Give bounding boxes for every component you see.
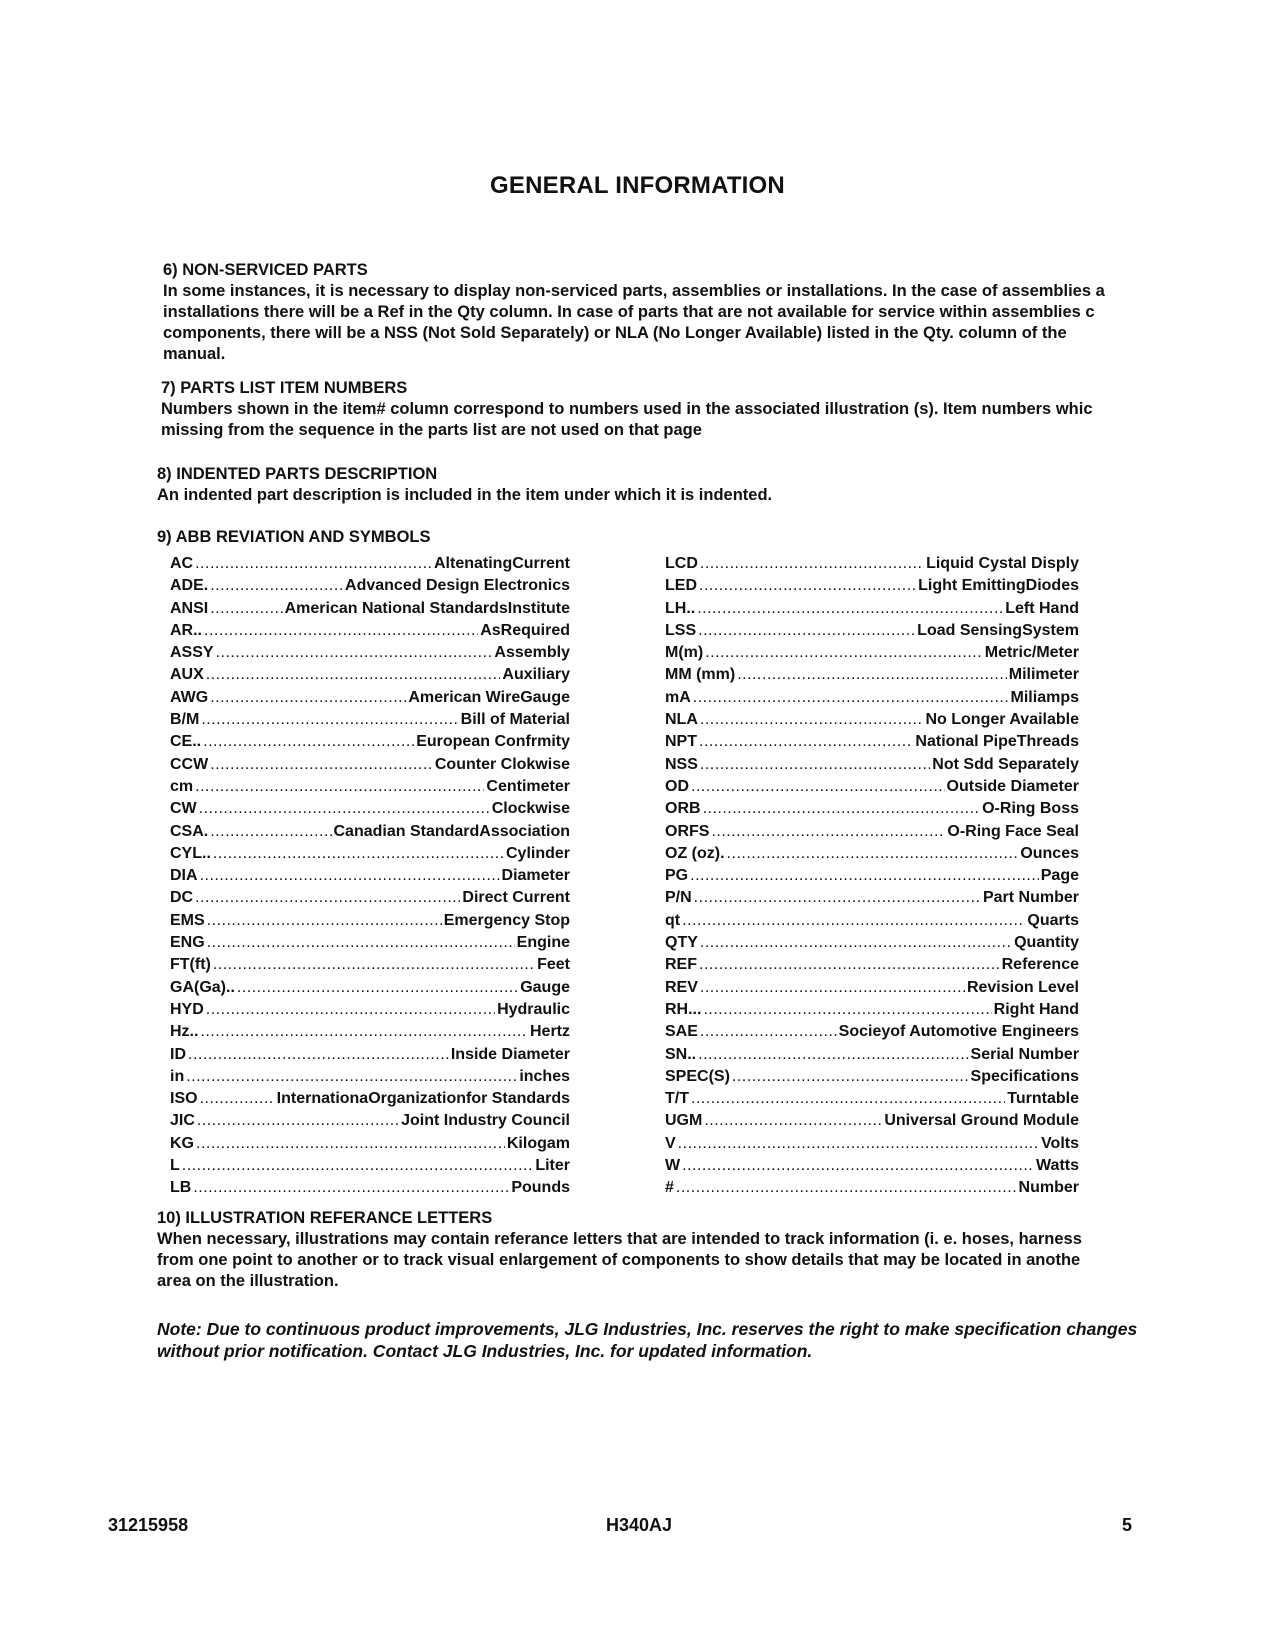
abbreviation-meaning: American National StandardsInstitute	[284, 599, 570, 617]
body-line: When necessary, illustrations may contain referance letters that are intended to track information (i. e. hoses, harness	[157, 1230, 1082, 1248]
abbreviation-meaning: Quarts	[1027, 911, 1079, 929]
abbreviation-row	[665, 711, 1079, 733]
abbreviation: OZ (oz).	[665, 844, 725, 862]
abbreviation-row	[665, 622, 1079, 644]
abbreviation-meaning: Watts	[1036, 1157, 1079, 1175]
abbreviation-meaning: Hertz	[529, 1023, 570, 1041]
abbreviation: ENG	[170, 934, 205, 952]
abbreviation-row	[170, 845, 570, 867]
abbreviation: ORB	[665, 800, 701, 818]
dot-leader	[186, 1068, 517, 1086]
abbreviation: OD	[665, 777, 689, 795]
abbreviation-meaning: Socieyof Automotive Engineers	[838, 1023, 1079, 1041]
abbreviation-meaning: Auxiliary	[502, 666, 570, 684]
abbreviation-meaning: Turntable	[1007, 1090, 1079, 1108]
section-abbreviations	[157, 527, 1275, 548]
note-line: Note: Due to continuous product improvements, JLG Industries, Inc. reserves the right to make specification changes	[157, 1319, 1138, 1339]
dot-leader	[216, 644, 493, 662]
section-heading: 6) NON-SERVICED PARTS	[163, 261, 368, 279]
body-line: missing from the sequence in the parts list are not used on that page	[161, 421, 702, 439]
abbreviation-row	[170, 823, 570, 845]
dot-leader	[691, 778, 945, 796]
body-line: An indented part description is included in the item under which it is indented.	[157, 486, 773, 504]
abbreviation-meaning: Miliamps	[1010, 688, 1079, 706]
abbreviation-meaning: Load SensingSystem	[917, 621, 1079, 639]
dot-leader	[206, 666, 501, 684]
abbreviation-row	[665, 956, 1079, 978]
dot-leader	[197, 1112, 399, 1130]
section-heading: 10) ILLUSTRATION REFERANCE LETTERS	[157, 1209, 493, 1227]
dot-leader	[210, 823, 331, 841]
abbreviation-row	[170, 733, 570, 755]
abbreviation-row	[170, 867, 570, 889]
abbreviation-meaning: No Longer Available	[925, 711, 1079, 729]
abbreviation-meaning: Left Hand	[1005, 599, 1079, 617]
abbreviation-meaning: Specifications	[970, 1067, 1079, 1085]
abbreviation-row	[170, 689, 570, 711]
abbreviation: JIC	[170, 1112, 195, 1130]
abbreviation: KG	[170, 1134, 194, 1152]
dot-leader	[210, 689, 406, 707]
dot-leader	[206, 1001, 495, 1019]
dot-leader	[213, 845, 504, 863]
dot-leader	[704, 1112, 882, 1130]
abbreviation: CCW	[170, 755, 209, 773]
abbreviation: HYD	[170, 1000, 204, 1018]
abbreviation: NPT	[665, 733, 697, 751]
abbreviation-meaning: Volts	[1041, 1134, 1079, 1152]
abbreviation-row	[665, 644, 1079, 666]
abbreviation: qt	[665, 911, 681, 929]
abbreviation: QTY	[665, 934, 698, 952]
abbreviation: REF	[665, 956, 697, 974]
abbreviation-meaning: Liter	[535, 1157, 570, 1175]
abbreviation: ISO	[170, 1090, 198, 1108]
abbreviation: B/M	[170, 711, 200, 729]
abbreviation-row	[170, 555, 570, 577]
abbreviation-meaning: Quantity	[1014, 934, 1079, 952]
abbreviation: LSS	[665, 621, 697, 639]
abbreviation-meaning: Clockwise	[491, 800, 570, 818]
abbreviation-meaning: Number	[1018, 1179, 1079, 1197]
dot-leader	[210, 756, 433, 774]
dot-leader	[188, 1046, 449, 1064]
abbreviation: M(m)	[665, 644, 704, 662]
abbreviation-row	[665, 600, 1079, 622]
abbreviation-meaning: inches	[519, 1067, 570, 1085]
abbreviation: FT(ft)	[170, 956, 211, 974]
abbreviation-meaning: Milimeter	[1008, 666, 1079, 684]
abbreviation: REV	[665, 978, 698, 996]
abbreviation: AWG	[170, 688, 209, 706]
dot-leader	[682, 1157, 1034, 1175]
section-non-serviced-parts	[163, 260, 1275, 365]
footer-page-number: 5	[1122, 1515, 1133, 1535]
dot-leader	[698, 1046, 968, 1064]
abbreviation-meaning: Light EmittingDiodes	[918, 577, 1079, 595]
dot-leader	[737, 666, 1007, 684]
abbreviation-meaning: O-Ring Boss	[982, 800, 1079, 818]
abbreviation-row	[170, 577, 570, 599]
dot-leader	[193, 1179, 509, 1197]
abbreviation-meaning: Ounces	[1020, 844, 1079, 862]
abbreviation-meaning: Gauge	[520, 978, 570, 996]
abbreviation-row	[665, 845, 1079, 867]
dot-leader	[195, 889, 460, 907]
abbreviation-list-left	[170, 555, 570, 1202]
abbreviation: SPEC(S)	[665, 1067, 730, 1085]
abbreviation-meaning: Liquid Cystal Disply	[926, 555, 1079, 572]
dot-leader	[699, 577, 916, 595]
abbreviation-meaning: Advanced Design Electronics	[345, 577, 570, 595]
page-title: GENERAL INFORMATION	[490, 172, 785, 199]
abbreviation-row	[665, 577, 1079, 599]
abbreviation: mA	[665, 688, 691, 706]
abbreviation: ANSI	[170, 599, 209, 617]
dot-leader	[182, 1157, 534, 1175]
abbreviation: AUX	[170, 666, 204, 684]
dot-leader	[690, 867, 1039, 885]
abbreviation-row	[170, 800, 570, 822]
dot-leader	[682, 912, 1025, 930]
section-body	[161, 399, 1275, 441]
abbreviation: LH..	[665, 599, 696, 617]
dot-leader	[703, 1001, 991, 1019]
abbreviation: #	[665, 1179, 674, 1197]
dot-leader	[195, 778, 484, 796]
dot-leader	[700, 756, 930, 774]
section-heading: 8) INDENTED PARTS DESCRIPTION	[157, 465, 438, 483]
abbreviation-meaning: European Confrmity	[416, 733, 570, 751]
abbreviation-row	[170, 956, 570, 978]
section-indented-parts-description	[157, 464, 1275, 506]
abbreviation-row	[665, 555, 1079, 577]
dot-leader	[237, 979, 518, 997]
abbreviation-row	[665, 1046, 1079, 1068]
abbreviation-row	[170, 1001, 570, 1023]
abbreviation: ID	[170, 1045, 186, 1063]
abbreviation: MM (mm)	[665, 666, 736, 684]
dot-leader	[210, 577, 343, 595]
body-line: Numbers shown in the item# column correspond to numbers used in the associated illustration (s). Item numbers whic	[161, 400, 1093, 418]
abbreviation-row	[665, 1157, 1079, 1179]
abbreviation-meaning: AltenatingCurrent	[434, 555, 570, 572]
body-line: In some instances, it is necessary to display non-serviced parts, assemblies or installations. In the case of assemblies a	[163, 282, 1105, 300]
body-line: area on the illustration.	[157, 1272, 339, 1290]
abbreviation-row	[665, 778, 1079, 800]
body-line: manual.	[163, 345, 226, 363]
dot-leader	[700, 1023, 837, 1041]
abbreviation: P/N	[665, 889, 692, 907]
abbreviation-row	[170, 644, 570, 666]
abbreviation-meaning: AsRequired	[480, 621, 570, 639]
abbreviation-meaning: Inside Diameter	[450, 1045, 570, 1063]
dot-leader	[711, 823, 945, 841]
abbreviation-row	[665, 666, 1079, 688]
abbreviation-row	[665, 689, 1079, 711]
abbreviation: T/T	[665, 1090, 689, 1108]
section-heading: 9) ABB REVIATION AND SYMBOLS	[157, 528, 431, 546]
abbreviation-meaning: Universal Ground Module	[884, 1112, 1079, 1130]
dot-leader	[700, 934, 1012, 952]
abbreviation: CYL..	[170, 844, 211, 862]
abbreviation: ORFS	[665, 822, 710, 840]
abbreviation-row	[170, 1135, 570, 1157]
abbreviation-meaning: Kilogam	[506, 1134, 570, 1152]
abbreviation: RH...	[665, 1000, 702, 1018]
footer-model: H340AJ	[606, 1515, 673, 1535]
abbreviation-meaning: Emergency Stop	[443, 911, 570, 929]
abbreviation-row	[665, 1023, 1079, 1045]
abbreviation: DIA	[170, 867, 198, 885]
abbreviation-meaning: Pounds	[511, 1179, 570, 1197]
abbreviation-row	[665, 1135, 1079, 1157]
dot-leader	[697, 600, 1003, 618]
abbreviation-row	[665, 979, 1079, 1001]
body-line: installations there will be a Ref in the Qty column. In case of parts that are not available for service within assemblies c	[163, 303, 1095, 321]
abbreviation-row	[665, 733, 1079, 755]
dot-leader	[200, 1023, 528, 1041]
abbreviation: in	[170, 1067, 185, 1085]
abbreviation: L	[170, 1157, 180, 1175]
abbreviation-meaning: InternationaOrganizationfor Standards	[276, 1090, 570, 1108]
dot-leader	[676, 1179, 1017, 1197]
body-line: from one point to another or to track visual enlargement of components to show details that may be located in anothe	[157, 1251, 1081, 1269]
abbreviation-row	[170, 1179, 570, 1201]
section-heading: 7) PARTS LIST ITEM NUMBERS	[161, 379, 408, 397]
dot-leader	[200, 1090, 275, 1108]
abbreviation-row	[665, 1090, 1079, 1112]
abbreviation: Hz..	[170, 1023, 199, 1041]
abbreviation-row	[170, 889, 570, 911]
abbreviation: SN..	[665, 1045, 697, 1063]
dot-leader	[199, 800, 490, 818]
abbreviation: PG	[665, 867, 689, 885]
dot-leader	[678, 1135, 1039, 1153]
abbreviation-row	[665, 889, 1079, 911]
dot-leader	[727, 845, 1019, 863]
abbreviation-meaning: Right Hand	[993, 1000, 1079, 1018]
abbreviation: GA(Ga)..	[170, 978, 235, 996]
footer-doc-number: 31215958	[108, 1515, 189, 1535]
abbreviation-row	[170, 1112, 570, 1134]
dot-leader	[700, 711, 924, 729]
abbreviation-row	[170, 1068, 570, 1090]
abbreviation: EMS	[170, 911, 205, 929]
dot-leader	[203, 733, 414, 751]
abbreviation-meaning: Assembly	[494, 644, 570, 662]
dot-leader	[210, 600, 282, 618]
dot-leader	[698, 622, 915, 640]
abbreviation-row	[170, 1023, 570, 1045]
dot-leader	[196, 1135, 505, 1153]
abbreviation-row	[170, 711, 570, 733]
abbreviation-meaning: Outside Diameter	[946, 777, 1079, 795]
abbreviation-meaning: Part Number	[982, 889, 1079, 907]
abbreviation-row	[665, 934, 1079, 956]
abbreviation-meaning: O-Ring Face Seal	[947, 822, 1079, 840]
abbreviation-meaning: American WireGauge	[408, 688, 570, 706]
abbreviation-meaning: Page	[1040, 867, 1079, 885]
abbreviation-row	[170, 912, 570, 934]
dot-leader	[694, 889, 981, 907]
abbreviation-meaning: Serial Number	[970, 1045, 1079, 1063]
abbreviation-meaning: Metric/Meter	[984, 644, 1079, 662]
abbreviation: LED	[665, 577, 697, 595]
abbreviation-meaning: Feet	[537, 956, 570, 974]
section-body	[157, 485, 1275, 506]
section-illustration-referance-letters	[157, 1208, 1275, 1292]
abbreviation-row	[665, 1068, 1079, 1090]
abbreviation-meaning: Reference	[1001, 956, 1079, 974]
section-parts-list-item-numbers	[161, 378, 1275, 441]
dot-leader	[207, 934, 515, 952]
dot-leader	[195, 555, 432, 573]
abbreviation-row	[170, 979, 570, 1001]
abbreviation-meaning: Direct Current	[462, 889, 570, 907]
abbreviation-row	[170, 778, 570, 800]
abbreviation-row	[665, 756, 1079, 778]
dot-leader	[204, 622, 478, 640]
abbreviation: NSS	[665, 755, 698, 773]
abbreviation-row	[665, 800, 1079, 822]
abbreviation-row	[170, 934, 570, 956]
abbreviation: LB	[170, 1179, 192, 1197]
abbreviation-row	[170, 756, 570, 778]
abbreviation: SAE	[665, 1023, 698, 1041]
abbreviation: AR..	[170, 621, 202, 639]
abbreviation-meaning: Centimeter	[486, 777, 570, 795]
abbreviation: CSA.	[170, 822, 209, 840]
abbreviation: ADE.	[170, 577, 209, 595]
abbreviation-row	[665, 1179, 1079, 1201]
abbreviation-row	[170, 1046, 570, 1068]
abbreviation: CE..	[170, 733, 202, 751]
abbreviation-row	[665, 1112, 1079, 1134]
note-line: without prior notification. Contact JLG Industries, Inc. for updated information.	[157, 1341, 813, 1361]
dot-leader	[213, 956, 535, 974]
abbreviation-row	[170, 622, 570, 644]
abbreviation-meaning: Canadian StandardAssociation	[333, 822, 570, 840]
section-body	[157, 1229, 1275, 1292]
abbreviation-meaning: Hydraulic	[497, 1000, 570, 1018]
dot-leader	[699, 956, 1000, 974]
abbreviation-row	[665, 823, 1079, 845]
abbreviation-meaning: Bill of Material	[460, 711, 570, 729]
abbreviation-meaning: Diameter	[501, 867, 570, 885]
abbreviation-row	[170, 1157, 570, 1179]
section-body	[163, 281, 1275, 365]
abbreviation-meaning: Not Sdd Separately	[932, 755, 1079, 773]
abbreviation: V	[665, 1134, 676, 1152]
abbreviation-row	[665, 867, 1079, 889]
dot-leader	[699, 733, 913, 751]
abbreviation: cm	[170, 777, 194, 795]
abbreviation: ASSY	[170, 644, 214, 662]
abbreviation-meaning: Counter Clokwise	[434, 755, 570, 773]
abbreviation-row	[170, 1090, 570, 1112]
dot-leader	[691, 1090, 1005, 1108]
abbreviation: CW	[170, 800, 197, 818]
dot-leader	[201, 711, 458, 729]
abbreviation: DC	[170, 889, 194, 907]
abbreviation-meaning: National PipeThreads	[915, 733, 1079, 751]
abbreviation: W	[665, 1157, 681, 1175]
dot-leader	[703, 800, 981, 818]
abbreviation-row	[665, 1001, 1079, 1023]
dot-leader	[200, 867, 500, 885]
note	[157, 1318, 1275, 1362]
body-line: components, there will be a NSS (Not Sold Separately) or NLA (No Longer Available) listed in the Qty. column of the	[163, 324, 1067, 342]
abbreviation-meaning: Engine	[516, 934, 570, 952]
dot-leader	[705, 644, 983, 662]
abbreviation-row	[665, 912, 1079, 934]
abbreviation-meaning: Joint Industry Council	[401, 1112, 570, 1130]
abbreviation-meaning: Cylinder	[505, 844, 570, 862]
abbreviation-meaning: Revision Level	[966, 978, 1079, 996]
dot-leader	[732, 1068, 969, 1086]
abbreviation-row	[170, 600, 570, 622]
abbreviation: LCD	[665, 555, 698, 572]
dot-leader	[700, 979, 965, 997]
abbreviation: NLA	[665, 711, 698, 729]
dot-leader	[207, 912, 442, 930]
abbreviation-row	[170, 666, 570, 688]
dot-leader	[700, 555, 924, 573]
dot-leader	[693, 689, 1009, 707]
abbreviation: AC	[170, 555, 194, 572]
abbreviation-list-right	[665, 555, 1079, 1202]
abbreviation: UGM	[665, 1112, 703, 1130]
